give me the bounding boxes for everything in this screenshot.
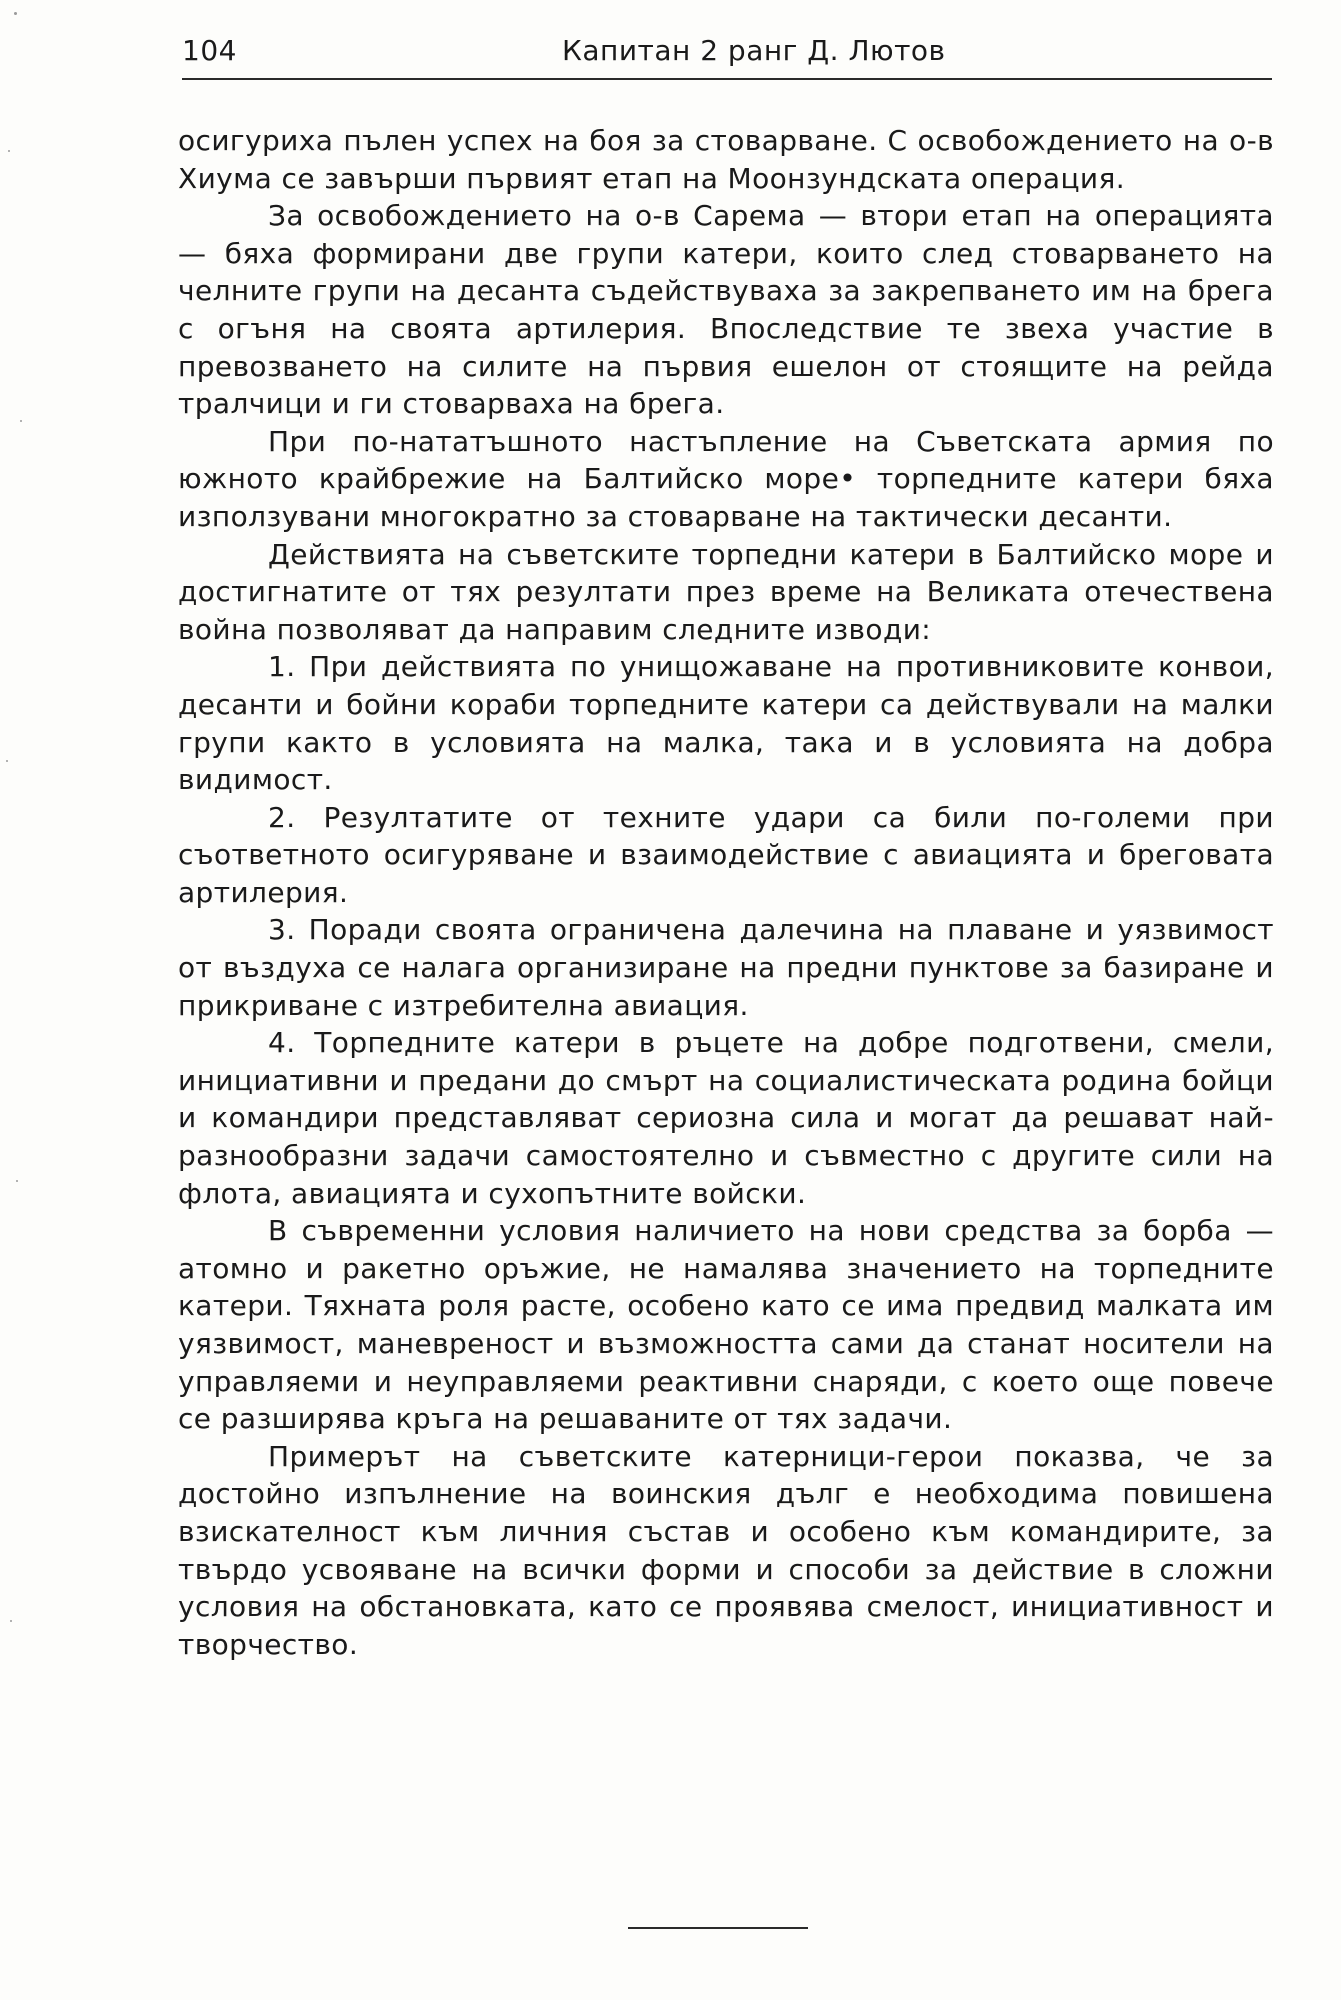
paragraph: При по-нататъшното настъпление на Съветската армия по южното крайбрежие на Балтийско море• торпедните катери бяха използувани многократно за стоварване на тактически десанти. xyxy=(178,424,1274,533)
paragraph: За освобождението на о-в Сарема — втори етап на операцията — бяха формирани две групи катери, които след стоварването на челните групи на десанта съдействуваха за закрепването им на брега с огъня на своята артилерия. Впоследствие те звеха участие в превозването на силите на първия ешелон от стоящите на рейда тралчици и ги стоварваха на брега. xyxy=(178,199,1274,421)
conclusion-item-1: 1. При действията по унищожаване на противниковите конвои, десанти и бойни кораби торпедните катери са действували на малки групи както в условията на малка, така и в условията на добра видимост. xyxy=(178,650,1274,797)
scan-speck xyxy=(8,150,10,152)
scan-speck xyxy=(6,760,8,762)
header-rule xyxy=(182,78,1272,80)
scan-speck xyxy=(10,1620,12,1622)
paragraph: В съвременни условия наличието на нови средства за борба — атомно и ракетно оръжие, не намалява значението на торпедните катери. Тяхната роля расте, особено като се има предвид малката им уязвимост, маневреност и възможността сами да станат носители на управляеми и неуправляеми реактивни снаряди, с което още повече се разширява кръга на решаваните от тях задачи. xyxy=(178,1214,1274,1436)
page-header xyxy=(182,28,1272,76)
conclusion-item-3: 3. Поради своята ограничена далечина на плаване и уязвимост от въздуха се налага организиране на предни пунктове за базиране и прикриване с изтребителна авиация. xyxy=(178,913,1274,1022)
paragraph: осигуриха пълен успех на боя за стоварване. С освобождението на о-в Хиума се завърши първият етап на Моонзундската операция. xyxy=(178,124,1274,195)
scan-speck xyxy=(16,1180,18,1182)
conclusion-item-4: 4. Торпедните катери в ръцете на добре подготвени, смели, инициативни и предани до смърт на социалистическата родина бойци и командири представляват сериозна сила и могат да решават най-разнообразни задачи самостоятелно и съвместно с другите сили на флота, авиацията и сухопътните войски. xyxy=(178,1026,1274,1210)
page-number: 104 xyxy=(182,34,237,67)
paragraph: Действията на съветските торпедни катери в Балтийско море и достигнатите от тях резултати през време на Великата отечествена война позволяват да направим следните изводи: xyxy=(178,537,1274,646)
running-title: Капитан 2 ранг Д. Лютов xyxy=(562,34,946,67)
conclusion-item-2: 2. Резултатите от техните удари са били по-големи при съответното осигуряване и взаимодействие с авиацията и бреговата артилерия. xyxy=(178,800,1274,909)
scan-speck xyxy=(20,420,22,422)
scan-speck xyxy=(14,12,17,15)
paragraph: Примерът на съветските катерници-герои показва, че за достойно изпълнение на воинския дълг е необходима повишена взискателност към личния състав и особено към командирите, за твърдо усвояване на всички форми и способи за действие в сложни условия на обстановката, като се проявява смелост, инициативност и творчество. xyxy=(178,1439,1274,1661)
section-end-rule xyxy=(628,1927,808,1929)
body-text xyxy=(178,122,1274,1663)
